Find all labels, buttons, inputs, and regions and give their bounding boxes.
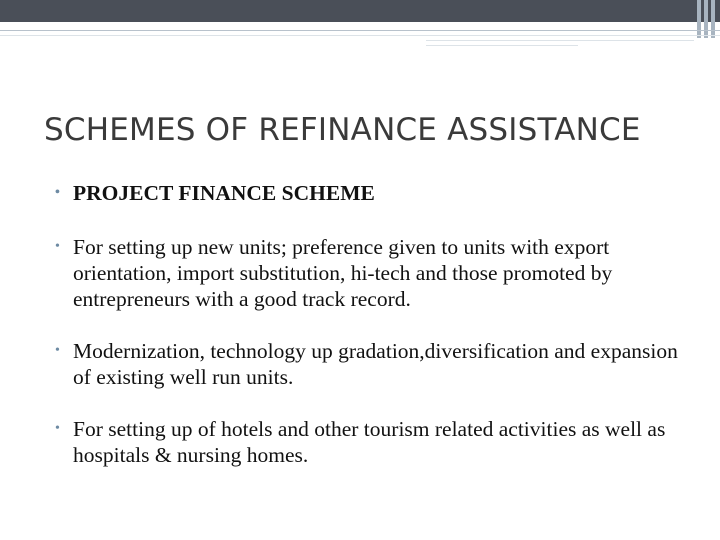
decorative-rule (0, 35, 720, 36)
bullet-item (55, 234, 685, 312)
bullet-icon: • (55, 239, 60, 254)
bullet-item (55, 416, 685, 468)
bullet-text: For setting up of hotels and other tourism related activities as well as hospitals & nursing homes. (73, 417, 666, 467)
bullet-icon: • (55, 343, 60, 358)
accent-stripe (704, 0, 708, 38)
bullet-text: PROJECT FINANCE SCHEME (73, 181, 375, 205)
top-header-band (0, 0, 720, 22)
bullet-icon: • (55, 421, 60, 436)
slide-title: SCHEMES OF REFINANCE ASSISTANCE (44, 112, 641, 148)
bullet-icon: • (55, 185, 60, 200)
bullet-text: Modernization, technology up gradation,diversification and expansion of existing well run units. (73, 339, 678, 389)
bullet-item (55, 338, 685, 390)
decorative-rule (0, 30, 720, 31)
accent-stripe (711, 0, 715, 38)
decorative-rule (426, 40, 694, 41)
accent-stripe (697, 0, 701, 38)
bullet-text: For setting up new units; preference given to units with export orientation, import substitution, hi-tech and those promoted by entrepreneurs with a good track record. (73, 235, 613, 311)
decorative-rule (426, 45, 578, 46)
bullet-item (55, 180, 685, 206)
bullet-list (55, 180, 685, 468)
